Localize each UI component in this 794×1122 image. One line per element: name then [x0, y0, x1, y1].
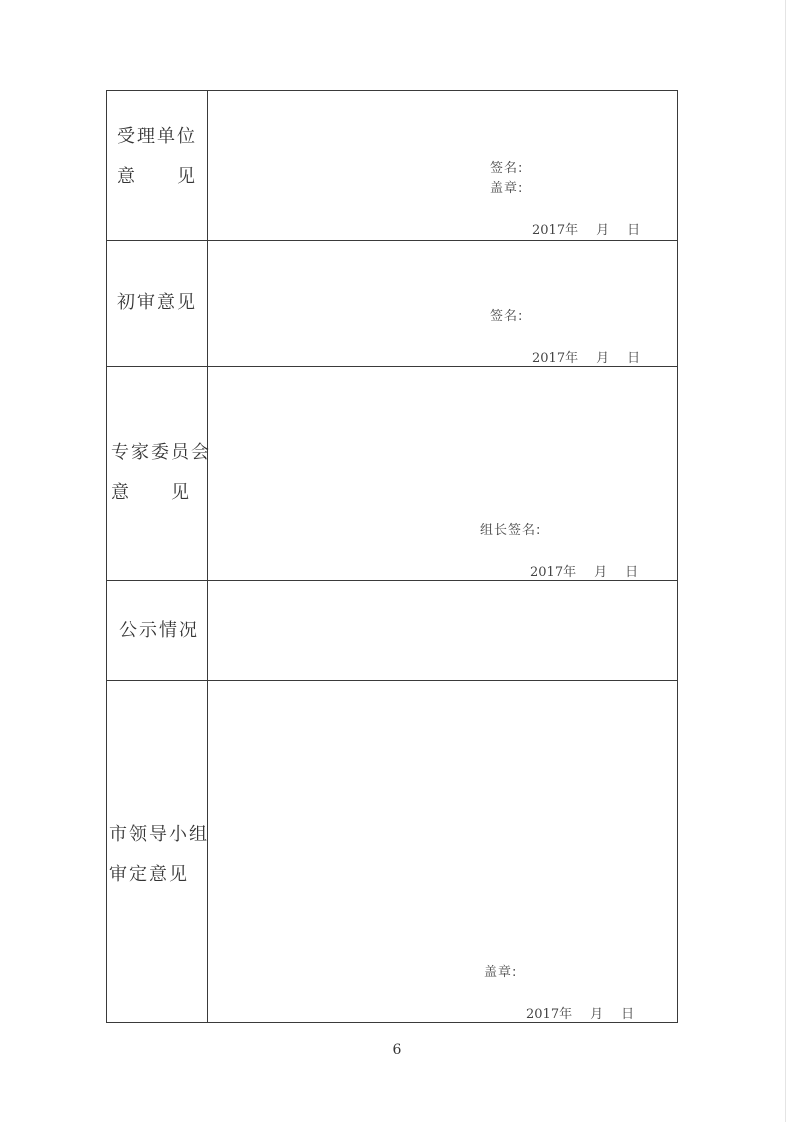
opinion-content-cell[interactable]	[208, 91, 678, 241]
row-label-cell	[107, 241, 208, 367]
date-month: 月	[590, 1007, 604, 1022]
row-label-cell	[107, 581, 208, 681]
opinion-content-cell[interactable]	[208, 681, 678, 1023]
row-label-line: 市领导小组	[109, 824, 209, 845]
date-field	[526, 1003, 634, 1022]
row-label-cell	[107, 681, 208, 1023]
date-field	[532, 219, 640, 238]
row-label-line: 意 见	[117, 166, 197, 187]
date-year: 2017年	[530, 565, 577, 580]
opinion-content-cell[interactable]	[208, 367, 678, 581]
form-row-city-leadership-group	[107, 681, 678, 1023]
date-month: 月	[594, 565, 608, 580]
seal-field: 盖章:	[484, 965, 518, 980]
seal-field: 盖章:	[490, 181, 524, 196]
row-label-line: 专家委员会	[111, 442, 211, 463]
form-row-acceptance	[107, 91, 678, 241]
form-row-expert-committee	[107, 367, 678, 581]
date-month: 月	[596, 223, 610, 238]
row-label-line: 公示情况	[119, 620, 199, 641]
signature-field: 签名:	[490, 309, 524, 324]
date-day: 日	[627, 351, 641, 366]
row-label	[117, 283, 197, 323]
row-label-line: 初审意见	[117, 292, 197, 313]
date-field	[532, 347, 640, 366]
group-leader-signature-field: 组长签名:	[480, 523, 542, 538]
row-label-cell	[107, 367, 211, 581]
date-day: 日	[625, 565, 639, 580]
date-day: 日	[627, 223, 641, 238]
row-label	[117, 117, 197, 197]
form-row-public-notice	[107, 581, 678, 681]
row-label-line: 受理单位	[117, 126, 197, 147]
row-label	[109, 815, 209, 895]
form-row-preliminary-review	[107, 241, 678, 367]
date-year: 2017年	[526, 1007, 573, 1022]
signature-field: 签名:	[490, 161, 524, 176]
row-label-line: 意 见	[111, 482, 191, 503]
approval-form-table	[106, 90, 678, 1023]
date-month: 月	[596, 351, 610, 366]
opinion-content-cell[interactable]	[208, 581, 678, 681]
date-year: 2017年	[532, 351, 579, 366]
scan-edge-line	[785, 0, 786, 1122]
row-label-cell	[107, 91, 208, 241]
date-year: 2017年	[532, 223, 579, 238]
date-field	[530, 561, 638, 580]
row-label-line: 审定意见	[109, 864, 189, 885]
date-day: 日	[621, 1007, 635, 1022]
row-label	[111, 433, 211, 513]
row-label	[119, 611, 199, 651]
opinion-content-cell[interactable]	[208, 241, 678, 367]
page-number: 6	[392, 1042, 402, 1058]
